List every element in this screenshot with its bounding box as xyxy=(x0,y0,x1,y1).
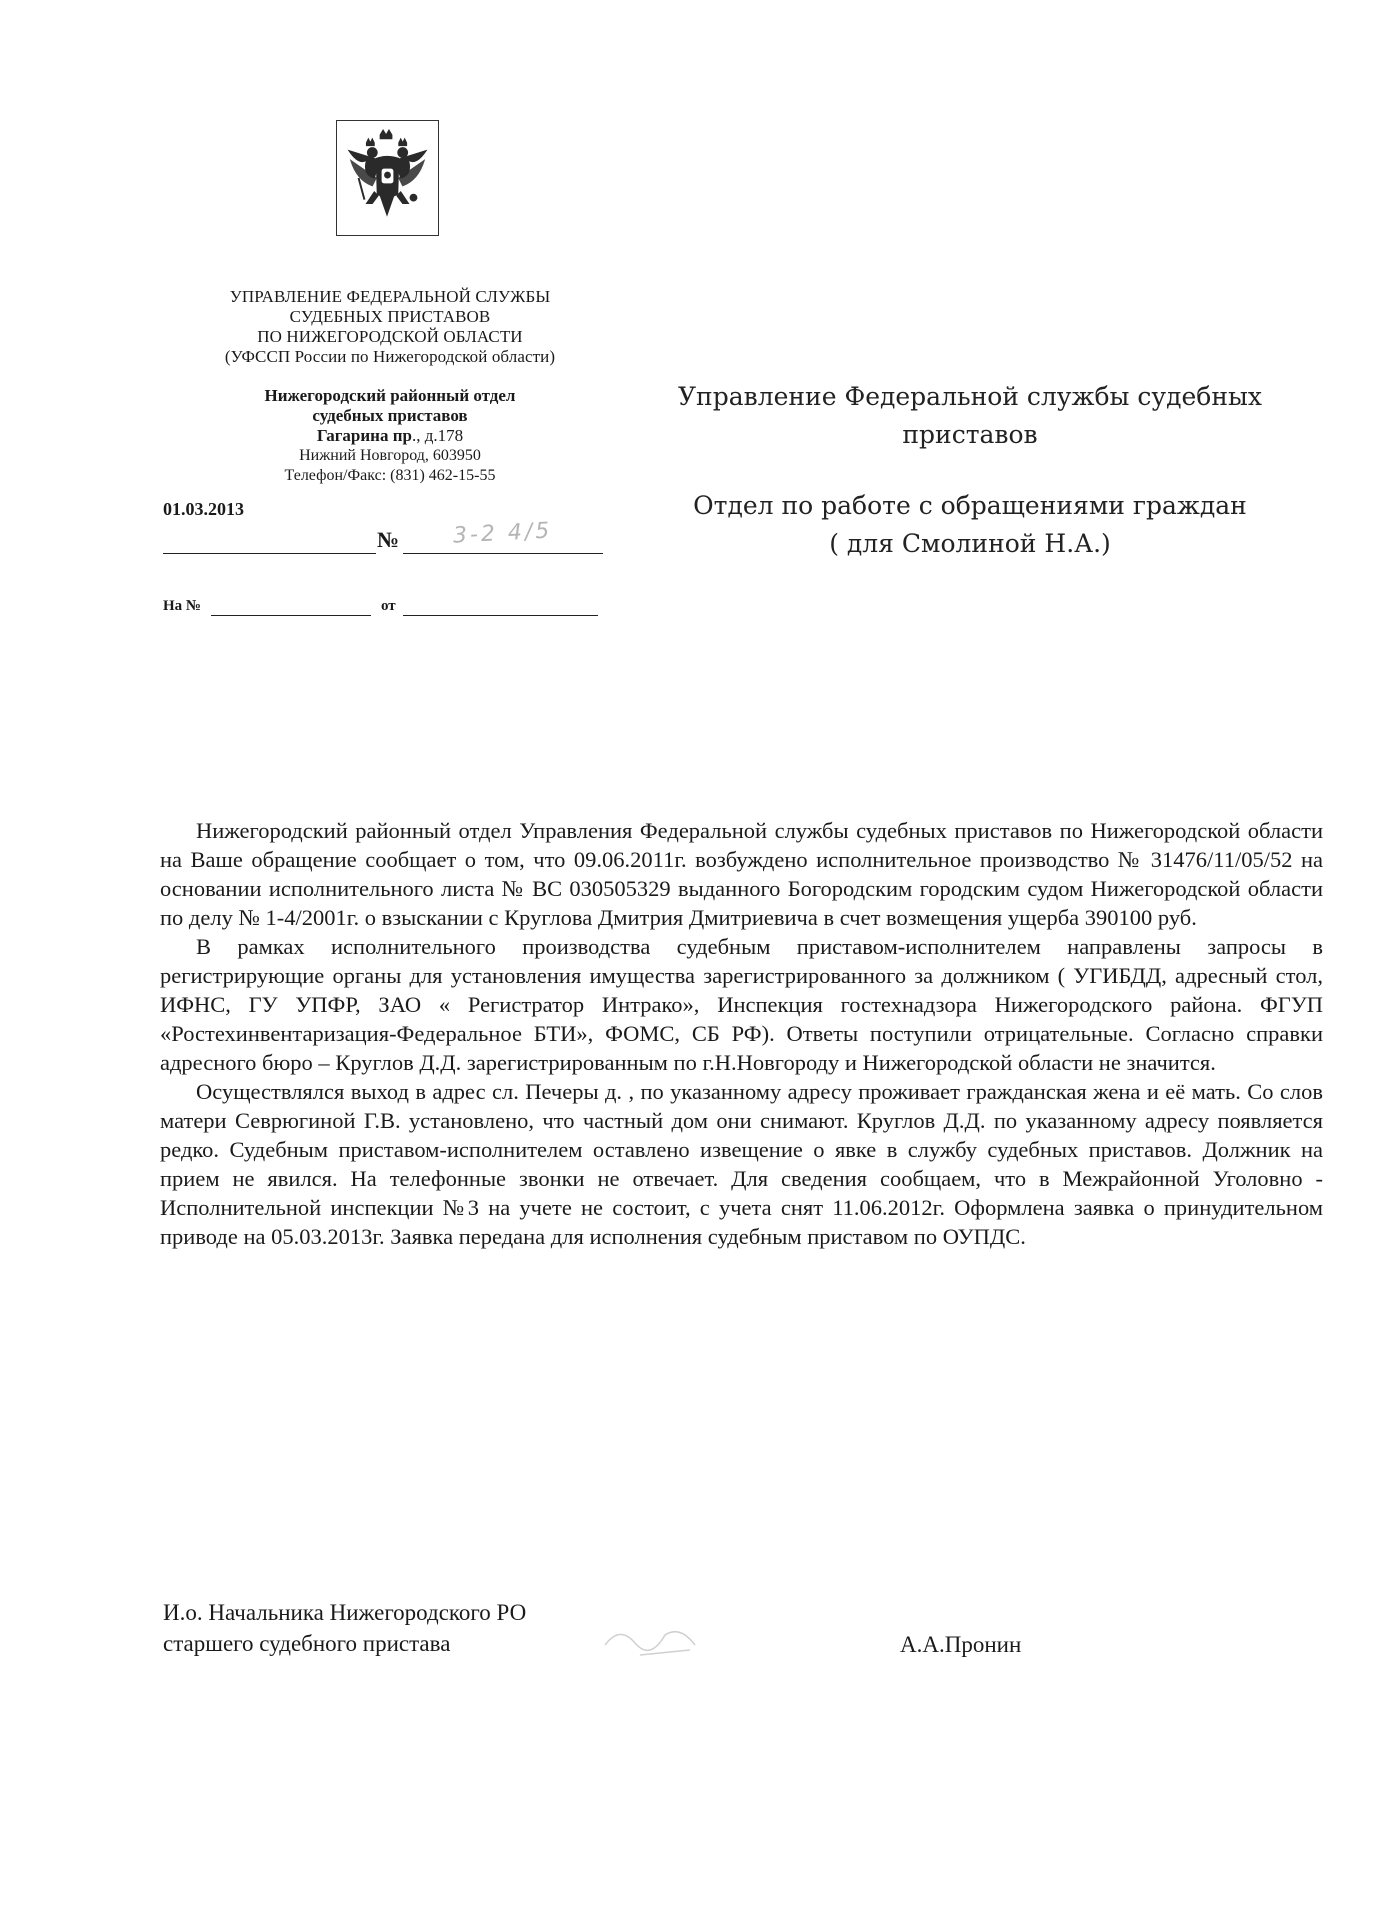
number-sign: № xyxy=(377,527,400,552)
agency-line: СУДЕБНЫХ ПРИСТАВОВ xyxy=(289,307,491,326)
sender-department-block xyxy=(165,386,615,486)
dept-city: Нижний Новгород, 603950 xyxy=(299,447,481,464)
sender-agency-header xyxy=(165,287,615,367)
dept-name-line: Нижегородский районный отдел xyxy=(264,386,516,405)
dept-street xyxy=(165,426,615,446)
letter-body xyxy=(160,816,1323,1251)
agency-line: УПРАВЛЕНИЕ ФЕДЕРАЛЬНОЙ СЛУЖБЫ xyxy=(229,287,551,306)
position-line: И.о. Начальника Нижегородского РО xyxy=(163,1600,527,1625)
recipient-organization xyxy=(650,378,1290,454)
recipient-line: ( для Смолиной Н.А.) xyxy=(829,529,1111,558)
ref-number-label: На № xyxy=(163,598,201,614)
registration-number-line xyxy=(163,518,603,557)
double-headed-eagle-icon xyxy=(337,121,438,235)
recipient-department xyxy=(650,487,1290,563)
recipient-line: приставов xyxy=(902,420,1038,449)
dept-phone: Телефон/Факс: (831) 462-15-55 xyxy=(284,467,496,484)
coat-of-arms-emblem xyxy=(336,120,439,236)
underline xyxy=(403,615,598,616)
body-paragraph: В рамках исполнительного производства судебным приставом-исполнителем направлены запросы в регистрирующие органы для установления имущества зарегистрированного за должником ( УГИБДД, адресный стол, ИФНС, ГУ УПФР, ЗАО « Регистратор Интрако», Инспекция гостехнадзора Нижегородского района. ФГУП «Ростехинвентаризация-Федеральное БТИ», ФОМС, СБ РФ). Ответы поступили отрицательные. Согласно справки адресного бюро – Круглов Д.Д. зарегистрированным по г.Н.Новгороду и Нижегородской области не значится. xyxy=(160,934,1323,1075)
body-paragraph: Нижегородский районный отдел Управления Федеральной службы судебных приставов по Нижегородской области на Ваше обращение сообщает о том, что 09.06.2011г. возбуждено исполнительное производство № 31476/11/05/52 на основании исполнительного листа № ВС 030505329 выданного Богородским городским судом Нижегородской области по делу № 1-4/2001г. о взыскании с Круглова Дмитрия Дмитриевича в счет возмещения ущерба 390100 руб. xyxy=(160,818,1323,930)
street-number: ., д.178 xyxy=(411,426,464,445)
signatory-name: А.А.Пронин xyxy=(900,1632,1022,1657)
handwritten-number: 3-2 4/5 xyxy=(452,518,553,549)
document-date: 01.03.2013 xyxy=(163,499,244,519)
underline xyxy=(211,615,371,616)
recipient-line: Отдел по работе с обращениями граждан xyxy=(693,491,1247,520)
reference-line xyxy=(163,598,598,620)
signatory-position xyxy=(163,1597,526,1659)
body-paragraph: Осуществлялся выход в адрес сл. Печеры д. , по указанному адресу проживает гражданская жена и её мать. Со слов матери Севрюгиной Г.В. установлено, что частный дом они снимают. Круглов Д.Д. по указанному адресу появляется редко. Судебным приставом-исполнителем оставлено извещение о явке в службу судебных приставов. Должник на прием не явился. На телефонные звонки не отвечает. Для сведения сообщаем, что в Межрайонной Уголовно - Исполнительной инспекции №3 на учете не состоит, с учета снят 11.06.2012г. Оформлена заявка о принудительном приводе на 05.03.2013г. Заявка передана для исполнения судебным приставом по ОУПДС. xyxy=(160,1079,1323,1249)
agency-line: (УФССП России по Нижегородской области) xyxy=(224,347,556,366)
recipient-line: Управление Федеральной службы судебных xyxy=(677,382,1262,411)
dept-name-line: судебных приставов xyxy=(312,406,468,425)
signature-scribble-icon xyxy=(600,1605,720,1665)
position-line: старшего судебного пристава xyxy=(163,1631,451,1656)
ref-from-label: от xyxy=(381,598,396,614)
underline xyxy=(403,553,603,554)
agency-line: ПО НИЖЕГОРОДСКОЙ ОБЛАСТИ xyxy=(257,327,523,346)
underline xyxy=(163,553,376,554)
street-name: Гагарина пр xyxy=(316,426,412,445)
